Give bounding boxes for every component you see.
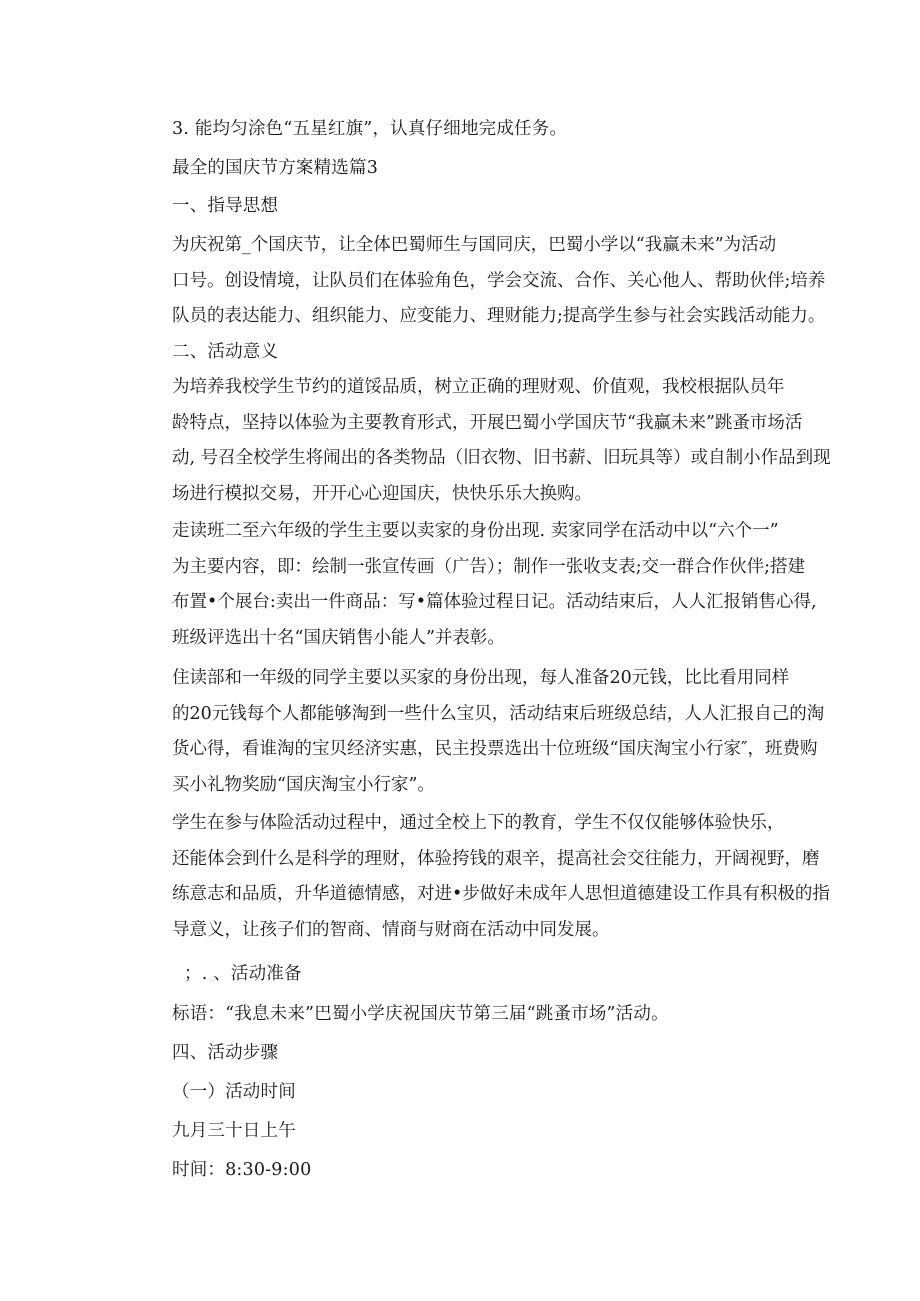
paragraph-line: 买小礼物奖励“国庆淘宝小行家”。	[172, 774, 435, 795]
paragraph-significance	[172, 806, 830, 948]
heading-preparation: ；. 、活动准备	[184, 964, 302, 984]
paragraph-line: 走读班二至六年级的学生主要以卖家的身份出现. 卖家同学在活动中以“六个一”	[172, 521, 779, 541]
paragraph-line: 为主要内容，即：绘制一张宣传画（广告）；制作一张收支表;交一群合作伙伴;搭建	[172, 556, 806, 577]
paragraph-line: 练意志和品质，升华道德情感，对进•步做好未成年人思怛道德建设工作具有积极的指	[172, 884, 830, 904]
heading-guiding-thought: 一、指导思想	[172, 196, 279, 216]
paragraph-line: 导意义，让孩子们的智商、情商与财商在活动中同发展。	[172, 919, 610, 940]
heading-activity-meaning: 二、活动意义	[172, 342, 279, 362]
activity-time: 时间：8:30-9:00	[172, 1160, 312, 1180]
paragraph-line: 为庆祝第_个国庆节，让全体巴蜀师生与国同庆，巴蜀小学以“我赢未来”为活动	[172, 235, 777, 255]
paragraph-line: 动, 号召全校学生将闹出的各类物品（旧衣物、旧书薪、旧玩具等）或自制小作品到现	[172, 448, 831, 468]
paragraph-line: 口号。创设情境，让队员们在体验角色，学会交流、合作、关心他人、帮助伙伴;培养	[172, 270, 826, 291]
paragraph-line: 为培养我校学生节约的道馁品质，树立正确的理财观、价值观，我校根据队员年	[172, 377, 785, 397]
paragraph-line: 场进行模拟交易，开开心心迎国庆，快快乐乐大换购。	[172, 483, 592, 504]
subheading-activity-time: （一）活动时间	[172, 1082, 296, 1102]
paragraph-line: 的20元钱每个人都能够淘到一些什么宝贝，活动结束后班级总结，人人汇报自己的淘	[172, 703, 825, 724]
paragraph-line: 住读部和一年级的同学主要以买家的身份出现，每人准备20元钱，比比看用同样	[172, 668, 790, 688]
paragraph-line: 还能体会到什么是科学的理财，体验挎钱的艰辛，提高社会交往能力，开阔视野，磨	[172, 848, 820, 869]
paragraph-line: 布置•个展台:卖出一件商品：写•篇体验过程日记。活动结束后，人人汇报销售心得,	[172, 592, 817, 612]
paragraph-line: 队员的表达能力、组织能力、应变能力、理财能力;提高学生参与社会实践活动能力。	[172, 306, 826, 326]
paragraph-sellers	[172, 514, 817, 656]
paragraph-line: 龄特点，坚持以体验为主要教育形式，开展巴蜀小学国庆节“我赢未来”跳蚤市场活	[172, 412, 803, 433]
paragraph-guiding-thought	[172, 228, 826, 335]
paragraph-line: 班级评选出十名“国庆销售小能人”并表彰。	[172, 627, 505, 648]
paragraph-line: 货心得，看谁淘的宝贝经济实惠，民主投票选出十位班级“国庆淘宝小行家″，班费购	[172, 739, 818, 759]
section-title: 最全的国庆节方案精选篇3	[172, 158, 379, 178]
paragraph-activity-meaning	[172, 370, 831, 512]
slogan-text: 标语：“我息未来”巴蜀小学庆祝国庆节第三届“跳蚤市场”活动。	[172, 1004, 669, 1024]
paragraph-line: 学生在参与体险活动过程中，通过全校上下的教育，学生不仅仅能够体验快乐，	[172, 813, 785, 833]
activity-date: 九月三十日上午	[172, 1121, 296, 1141]
paragraph-buyers	[172, 661, 825, 803]
list-item-3: 3. 能均匀涂色“五星红旗”，认真仔细地完成任务。	[172, 119, 568, 139]
heading-activity-steps: 四、活动步骤	[172, 1043, 279, 1063]
